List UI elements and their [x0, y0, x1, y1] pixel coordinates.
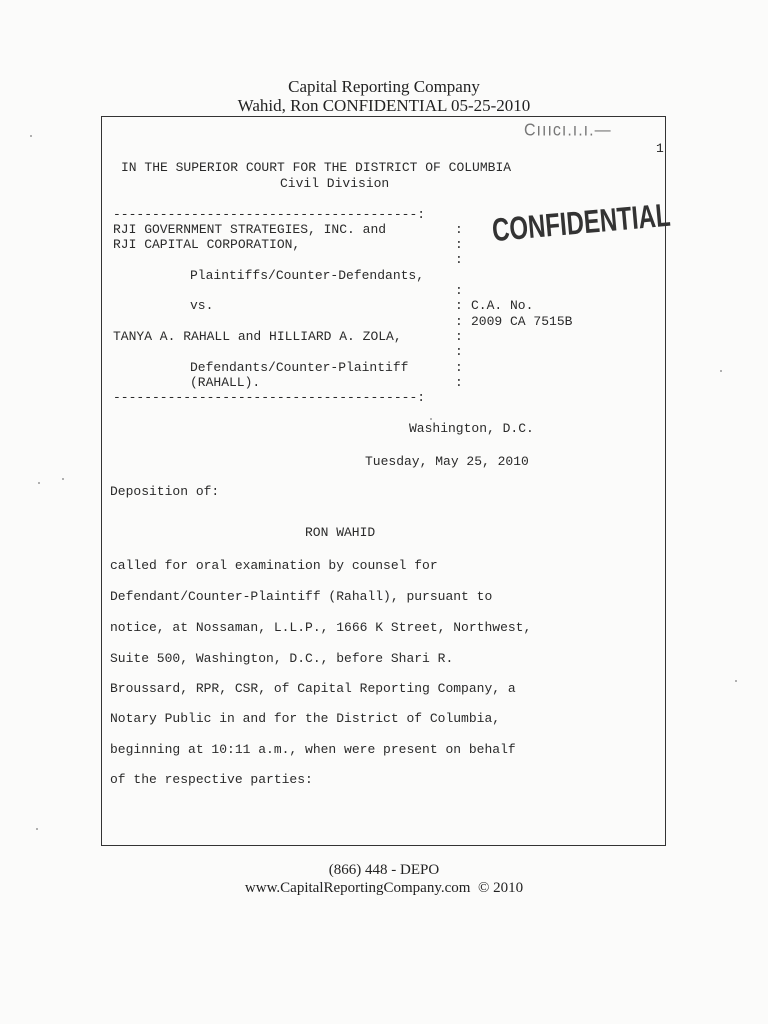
- court-line: IN THE SUPERIOR COURT FOR THE DISTRICT OF COLUMBIA: [121, 160, 512, 175]
- scan-speck: [38, 482, 40, 484]
- case-label: C.A. No.: [471, 298, 534, 313]
- plaintiff-role: Plaintiffs/Counter-Defendants,: [190, 268, 425, 283]
- deposition-place: Washington, D.C.: [409, 421, 534, 436]
- footer-phone: (866) 448 - DEPO: [328, 862, 440, 878]
- body-line: beginning at 10:11 a.m., when were present on behalf: [110, 742, 516, 757]
- versus: vs.: [190, 298, 214, 313]
- footer-website-line: [0, 879, 768, 897]
- confidential-stamp: CONFIDENTIAL: [490, 197, 672, 250]
- plaintiff-line-1: RJI GOVERNMENT STRATEGIES, INC. and: [113, 222, 387, 237]
- scan-speck: [30, 135, 32, 137]
- caption-colon: :: [455, 252, 463, 267]
- body-line: called for oral examination by counsel for: [110, 558, 438, 573]
- caption-colon: :: [455, 360, 463, 375]
- faint-stamp: Cıııcı.ı.ı.—: [524, 121, 612, 140]
- scan-speck: [720, 370, 722, 372]
- scan-speck: [62, 478, 64, 480]
- defendants-line: TANYA A. RAHALL and HILLIARD A. ZOLA,: [113, 329, 402, 344]
- caption-colon: :: [455, 344, 463, 359]
- caption-colon: :: [455, 298, 463, 313]
- footer-website: www.CapitalReportingCompany.com: [244, 880, 471, 896]
- scan-speck: [430, 418, 432, 420]
- caption-colon: :: [455, 375, 463, 390]
- page-number: 1: [656, 141, 664, 156]
- footer-copyright: © 2010: [477, 880, 524, 896]
- caption-colon: :: [455, 237, 463, 252]
- scan-speck: [735, 680, 737, 682]
- body-line: Suite 500, Washington, D.C., before Shari R.: [110, 651, 454, 666]
- caption-rule-top: ---------------------------------------:: [113, 207, 426, 222]
- body-line: notice, at Nossaman, L.L.P., 1666 K Street, Northwest,: [110, 620, 532, 635]
- body-line: Defendant/Counter-Plaintiff (Rahall), pursuant to: [110, 589, 493, 604]
- case-number: 2009 CA 7515B: [471, 314, 573, 329]
- plaintiff-line-2: RJI CAPITAL CORPORATION,: [113, 237, 301, 252]
- header-title-line: Wahid, Ron CONFIDENTIAL 05-25-2010: [237, 96, 531, 115]
- division-line: Civil Division: [280, 176, 390, 191]
- deposition-of-label: Deposition of:: [110, 484, 220, 499]
- defendant-role-2: (RAHALL).: [190, 375, 261, 390]
- caption-colon: :: [455, 329, 463, 344]
- caption-colon: :: [455, 314, 463, 329]
- body-line: of the respective parties:: [110, 772, 313, 787]
- caption-colon: :: [455, 283, 463, 298]
- caption-colon: :: [455, 222, 463, 237]
- deposition-date: Tuesday, May 25, 2010: [365, 454, 529, 469]
- header-company: Capital Reporting Company: [288, 77, 480, 96]
- scan-speck: [36, 828, 38, 830]
- deponent-name: RON WAHID: [305, 525, 376, 540]
- caption-rule-bottom: ---------------------------------------:: [113, 390, 426, 405]
- body-line: Broussard, RPR, CSR, of Capital Reporting Company, a: [110, 681, 516, 696]
- body-line: Notary Public in and for the District of Columbia,: [110, 711, 501, 726]
- defendant-role: Defendants/Counter-Plaintiff: [190, 360, 409, 375]
